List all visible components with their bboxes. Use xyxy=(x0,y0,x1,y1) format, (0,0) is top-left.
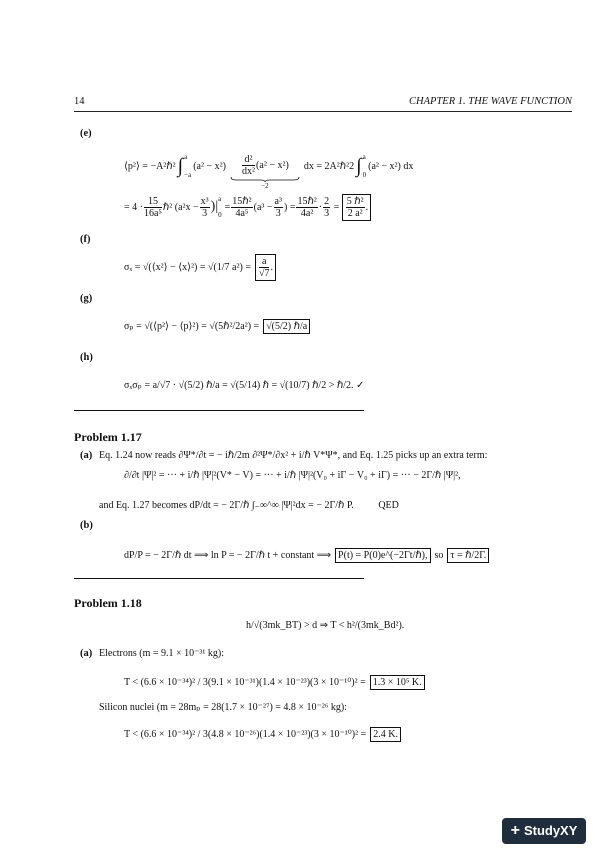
frac-den: 4a⁵ xyxy=(235,207,249,219)
eq-text: ℏ² (a²x − xyxy=(162,201,199,213)
frac-den: 3 xyxy=(275,207,281,219)
frac-den: 3 xyxy=(324,207,330,219)
eq-text: (a³ − xyxy=(253,201,273,213)
frac-num: 2 xyxy=(324,195,330,207)
plus-icon: + xyxy=(510,822,520,839)
upper-limit: a xyxy=(218,195,222,203)
eq-text: σₓσₚ = a/√7 · √(5/2) ℏ/a = √(5/14) ℏ = √(10/7) ℏ/2 > ℏ/2. ✓ xyxy=(124,379,365,391)
frac-num: 15ℏ² xyxy=(232,195,252,207)
part-f-equation xyxy=(124,252,276,282)
qed-label: QED xyxy=(378,500,399,511)
answer-box: $\frac{a}{√7}$ . xyxy=(255,254,276,281)
silicon-equation xyxy=(124,722,401,746)
problem-1-18-title: Problem 1.18 xyxy=(74,596,142,610)
part-g-equation xyxy=(124,312,310,340)
silicon-text: Silicon nuclei (m = 28mₚ = 28(1.7 × 10⁻²⁷) = 4.8 × 10⁻²⁶ kg): xyxy=(99,702,347,713)
upper-limit: a xyxy=(362,153,366,161)
integral-sign: ∫ xyxy=(356,154,362,177)
answer-box: 1.3 × 10⁵ K. xyxy=(370,675,425,690)
frac-num: 15ℏ² xyxy=(297,195,317,207)
part-e-equation-1 xyxy=(124,146,414,190)
p117-part-a-label: (a) xyxy=(80,450,93,461)
frac-den: √7 xyxy=(258,267,270,279)
upper-limit: a xyxy=(184,153,188,161)
eq-text: )| xyxy=(210,199,219,214)
p117-part-b-equation xyxy=(124,542,489,568)
p117-part-a-text-2 xyxy=(99,500,399,511)
part-f-label: (f) xyxy=(80,234,91,245)
lower-limit: −a xyxy=(184,171,192,179)
frac-num: d² xyxy=(242,154,255,166)
integral-limits xyxy=(184,153,191,179)
brand-name: StudyXY xyxy=(523,823,578,838)
studyxy-badge xyxy=(502,818,586,844)
eq-text: (a² − x²) xyxy=(193,160,226,172)
frac-num: x³ xyxy=(200,195,209,207)
integral-sign: ∫ xyxy=(177,154,184,177)
answer-box: √(5/2) ℏ/a xyxy=(263,319,310,334)
chapter-title: CHAPTER 1. THE WAVE FUNCTION xyxy=(409,96,572,107)
p118-main-equation: h/√(3mk_BT) > d ⇒ T < h²/(3mk_Bd²). xyxy=(246,620,405,631)
frac-den: 3 xyxy=(202,207,208,219)
p117-part-b-label: (b) xyxy=(80,520,93,531)
eq-text: T < (6.6 × 10⁻³⁴)² / 3(9.1 × 10⁻³¹)(1.4 × 10⁻²³)(3 × 10⁻¹⁰)² = xyxy=(124,676,366,688)
underbrace-label: −2 xyxy=(261,182,269,190)
answer-box: P(t) = P(0)e^(−2Γt/ℏ), xyxy=(335,548,430,563)
eq-text: (a² − x²) dx xyxy=(368,160,414,172)
eq-text: dP/P = − 2Γ/ℏ dt ⟹ ln P = − 2Γ/ℏ t + constant ⟹ xyxy=(124,549,332,561)
eq-text: · xyxy=(318,201,323,213)
p117-part-a-text: Eq. 1.24 now reads ∂Ψ*/∂t = − iℏ/2m ∂²Ψ*/∂x² + i/ℏ V*Ψ*, and Eq. 1.25 picks up an extra term: xyxy=(99,450,488,461)
part-g-label: (g) xyxy=(80,293,93,304)
eq-text: dx = 2A²ℏ²2 xyxy=(303,160,355,172)
answer-box: $\frac{\text{5 ℏ²}}{\text{2 a²}}$ . xyxy=(342,194,371,221)
frac-num: 15 xyxy=(144,196,162,208)
eq-text: and Eq. 1.27 becomes dP/dt = − 2Γ/ℏ ∫₋∞^∞ |Ψ|²dx = − 2Γ/ℏ P. xyxy=(99,500,354,511)
lower-limit: 0 xyxy=(362,171,367,179)
answer-box: τ = ℏ/2Γ. xyxy=(447,548,489,563)
frac-den: 16a⁵ xyxy=(143,207,162,219)
part-h-equation xyxy=(124,372,364,398)
underbrace-group xyxy=(230,154,300,190)
page-number: 14 xyxy=(74,96,85,107)
eq-text: σₓ = √(⟨x²⟩ − ⟨x⟩²) = √(1/7 a²) = xyxy=(124,261,251,273)
p117-part-a-equation: ∂/∂t |Ψ|² = ··· + i/ℏ |Ψ|²(V* − V) = ··· + i/ℏ |Ψ|²(V₀ + iΓ − V₀ + iΓ) = ··· − 2Γ/ℏ |Ψ|², xyxy=(124,470,461,481)
electrons-text: Electrons (m = 9.1 × 10⁻³¹ kg): xyxy=(99,648,225,659)
section-separator xyxy=(74,578,364,579)
frac-num: 5 ℏ² xyxy=(346,195,364,207)
frac-num: a xyxy=(259,256,270,268)
frac-den: dx² xyxy=(242,166,256,177)
p118-part-a-label: (a) xyxy=(80,648,93,659)
part-e-label: (e) xyxy=(80,128,92,139)
section-separator xyxy=(74,410,364,411)
frac-den: 4a² xyxy=(300,207,314,219)
electrons-equation xyxy=(124,670,425,694)
eq-text: σₚ = √(⟨p²⟩ − ⟨p⟩²) = √(5ℏ²/2a²) = xyxy=(124,320,260,332)
integral-limits xyxy=(363,153,367,179)
eval-limits xyxy=(218,195,222,219)
integral xyxy=(356,153,366,179)
eq-text: ⟨p²⟩ = −A²ℏ² xyxy=(124,160,176,172)
answer-box: 2.4 K. xyxy=(370,727,401,742)
integral xyxy=(178,153,192,179)
lower-limit: 0 xyxy=(218,211,222,219)
header-rule xyxy=(74,111,572,112)
part-h-label: (h) xyxy=(80,352,93,363)
eq-text: T < (6.6 × 10⁻³⁴)² / 3(4.8 × 10⁻²⁶)(1.4 × 10⁻²³)(3 × 10⁻¹⁰)² = xyxy=(124,728,367,740)
eq-text: = 4 · xyxy=(124,201,143,213)
frac-den: 2 a² xyxy=(347,207,363,219)
eq-text: so xyxy=(434,549,444,561)
frac-num: a³ xyxy=(274,195,282,207)
problem-1-17-title: Problem 1.17 xyxy=(74,430,142,444)
part-e-equation-2: = 4 · $\frac{15}{\text{16a⁵}}$ ℏ² (a²x − $\frac{\text{x³}}{3}$ )| a 0 = $\frac{\text{15ℏ²}}{\text{4a⁵}}$ (a³ − $\frac{\text{a³}}{3}$ ) = $\frac{\text{15ℏ²}}{\text{4a²}}$ · $\frac{2}{3}$ = $\frac{\text{5 ℏ²}}{\text{2 a²}}$ . xyxy=(124,192,371,222)
eq-text: ) xyxy=(283,201,288,213)
page-header xyxy=(74,96,572,110)
eq-text: (a² − x²) xyxy=(256,160,289,171)
